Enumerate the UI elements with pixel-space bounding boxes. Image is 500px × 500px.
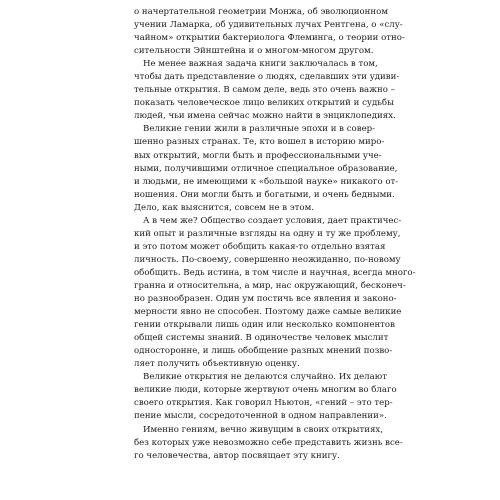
text-line: шенно разных странах. Те, кто вошел в историю миро-: [134, 137, 385, 148]
text-line: Именно гениям, вечно живущим в своих открытиях,: [143, 424, 383, 435]
text-line: гении открывали лишь один или несколько компонентов: [134, 320, 395, 331]
text-line: великие люди, которые жертвуют очень многим во благо: [134, 385, 397, 396]
text-line: Дело, как выяснится, совсем не в этом.: [134, 202, 314, 213]
paragraph-5: [134, 371, 397, 423]
text-line: тельные открытия. В самом деле, ведь это очень важно –: [134, 85, 395, 96]
text-line: ляет получить объективную оценку.: [134, 359, 300, 370]
paragraph-2: [134, 58, 400, 123]
body-text: [134, 6, 416, 463]
text-line: гранна и относительна, а мир, нас окружающий, бесконеч-: [134, 280, 406, 291]
paragraph-1: [134, 6, 405, 58]
text-line: личность. По-своему, совершенно неожиданно, по-новому: [134, 254, 401, 265]
text-line: учении Ламарка, об удивительных лучах Рентгена, о «слу-: [134, 20, 403, 31]
text-line: ношения. Они могли быть и богатыми, и очень бедными.: [134, 189, 395, 200]
text-line: мерности явно не способен. Поэтому даже самые великие: [134, 307, 402, 318]
text-line: своего открытия. Как говорил Ньютон, «гений – это тер-: [134, 398, 393, 409]
text-line: пение мысли, сосредоточенной в одном направлении».: [134, 411, 387, 422]
paragraph-4: [134, 215, 416, 372]
text-line: и это потом может обобщить какая-то отдельно взятая: [134, 241, 386, 252]
text-line: Великие открытия не делаются случайно. Их делают: [143, 372, 387, 383]
text-line: вых открытий, могли быть и профессиональными уче-: [134, 150, 382, 161]
text-line: но разнообразен. Один ум постичь все явления и законо-: [134, 294, 397, 305]
text-line: общей системы знаний. В одиночестве человек мыслит: [134, 333, 389, 344]
paragraph-6: [134, 424, 403, 463]
text-line: ными, получившими отличное специальное образование,: [134, 163, 398, 174]
text-line: Не менее важная задача книги заключалась в том,: [143, 59, 378, 70]
text-line: чтобы дать представление о людях, сделавших эти удиви-: [134, 72, 400, 83]
text-line: обобщить. Ведь истина, в том числе и научная, всегда много-: [134, 267, 416, 278]
text-line: и людьми, не имеющими к «большой науке» никакого от-: [134, 176, 399, 187]
text-line: чайном» открытии бактериолога Флеминга, о теории отно-: [134, 33, 405, 44]
paragraph-3: [134, 123, 399, 214]
text-line: А в чем же? Общество создает условия, дает практичес-: [143, 215, 402, 226]
text-line: людей, чьи имена сейчас можно найти в энциклопедиях.: [134, 111, 396, 122]
text-line: сительности Эйнштейна и о многом-многом другом.: [134, 46, 374, 57]
text-line: о начертательной геометрии Монжа, об эволюционном: [134, 7, 388, 17]
text-line: го человечества, автор посвящает эту книгу.: [134, 450, 340, 461]
text-line: показать человеческое лицо великих открытий и судьбы: [134, 98, 394, 109]
text-line: без которых уже невозможно себе представить жизнь все-: [134, 437, 403, 448]
text-line: односторонне, и лишь обобщение разных мнений позво-: [134, 346, 393, 357]
text-line: Великие гении жили в различные эпохи и в совер-: [143, 124, 376, 135]
text-line: кий опыт и различные взгляды на одну и ту же проблему,: [134, 228, 401, 239]
